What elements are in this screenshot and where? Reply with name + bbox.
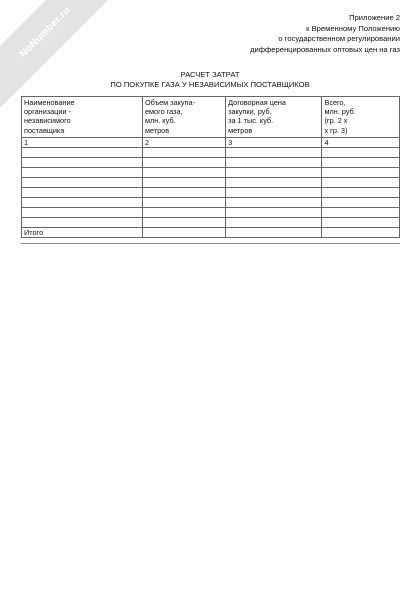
table-cell: [322, 178, 400, 188]
table-cell: [226, 158, 322, 168]
header-text: поставщика: [24, 125, 65, 135]
table-cell: [142, 158, 225, 168]
header-text: x гр. 3): [324, 125, 348, 135]
header-text: закупки, руб.: [228, 107, 272, 117]
watermark-banner: [0, 0, 121, 108]
table-cell: [322, 148, 400, 158]
header-text: независимого: [24, 116, 71, 126]
table-cell: [142, 168, 225, 178]
column-number: 3: [226, 138, 322, 148]
table-row: [22, 168, 400, 178]
table-row: [22, 178, 400, 188]
page-divider: [21, 243, 400, 244]
header-cell-organization: [22, 97, 143, 138]
header-text: Наименование: [24, 98, 75, 107]
table-row: [22, 208, 400, 218]
appendix-line: дифференцированных оптовых цен на газ: [250, 44, 400, 54]
header-text: метров: [144, 125, 170, 135]
table-row: [22, 188, 400, 198]
column-number: 4: [322, 138, 400, 148]
table-cell: [226, 148, 322, 158]
table-cell: [322, 188, 400, 198]
table-cell: [322, 198, 400, 208]
table-cell: [22, 218, 143, 228]
total-row: [22, 228, 400, 238]
table-row: [22, 198, 400, 208]
table-cell: [22, 188, 143, 198]
table-cell: [322, 228, 400, 238]
table-cell: [322, 208, 400, 218]
table-cell: [22, 178, 143, 188]
watermark-text: NoNumber.ru: [17, 4, 73, 60]
header-cell-price: [226, 97, 322, 138]
header-text: за 1 тыс. куб.: [228, 116, 274, 126]
table-cell: [226, 208, 322, 218]
title-line-1: РАСЧЕТ ЗАТРАТ: [180, 70, 240, 79]
table-row: [22, 158, 400, 168]
table-cell: [22, 198, 143, 208]
appendix-line: к Временному Положению: [306, 23, 400, 33]
table-cell: [322, 218, 400, 228]
table-cell: [142, 198, 225, 208]
appendix-line: о государственном регулировании: [278, 34, 400, 44]
total-label: Итого: [22, 228, 143, 238]
header-text: Всего,: [324, 98, 346, 107]
table-cell: [142, 188, 225, 198]
table-cell: [226, 198, 322, 208]
column-number-row: [22, 138, 400, 148]
appendix-line: Приложение 2: [349, 13, 400, 22]
column-number: 2: [142, 138, 225, 148]
table-row: [22, 148, 400, 158]
table-cell: [322, 168, 400, 178]
table-cell: [226, 228, 322, 238]
appendix-note: [150, 13, 400, 55]
column-number: 1: [22, 138, 143, 148]
table-cell: [142, 228, 225, 238]
cost-table: [21, 96, 400, 238]
header-cell-volume: [142, 97, 225, 138]
table-cell: [142, 178, 225, 188]
table-cell: [226, 188, 322, 198]
header-text: метров: [228, 125, 253, 135]
table-cell: [226, 178, 322, 188]
table-cell: [142, 148, 225, 158]
header-cell-total: [322, 97, 400, 138]
header-text: организации -: [24, 107, 71, 117]
title-line-2: ПО ПОКУПКЕ ГАЗА У НЕЗАВИСИМЫХ ПОСТАВЩИКОВ: [110, 80, 310, 89]
table-cell: [22, 208, 143, 218]
header-text: (гр. 2 x: [324, 116, 348, 126]
header-text: емого газа,: [144, 107, 183, 117]
table-cell: [22, 168, 143, 178]
table-cell: [22, 158, 143, 168]
table-cell: [142, 218, 225, 228]
document-title: [0, 70, 420, 90]
header-text: млн. руб.: [324, 107, 356, 117]
table-cell: [226, 168, 322, 178]
header-text: Объем закупа-: [144, 98, 195, 107]
table-header-row: [22, 97, 400, 138]
table-cell: [22, 148, 143, 158]
table-row: [22, 218, 400, 228]
table-cell: [322, 158, 400, 168]
header-text: Договорная цена: [228, 98, 286, 107]
header-text: млн. куб.: [144, 116, 176, 126]
table-cell: [226, 218, 322, 228]
table-cell: [142, 208, 225, 218]
